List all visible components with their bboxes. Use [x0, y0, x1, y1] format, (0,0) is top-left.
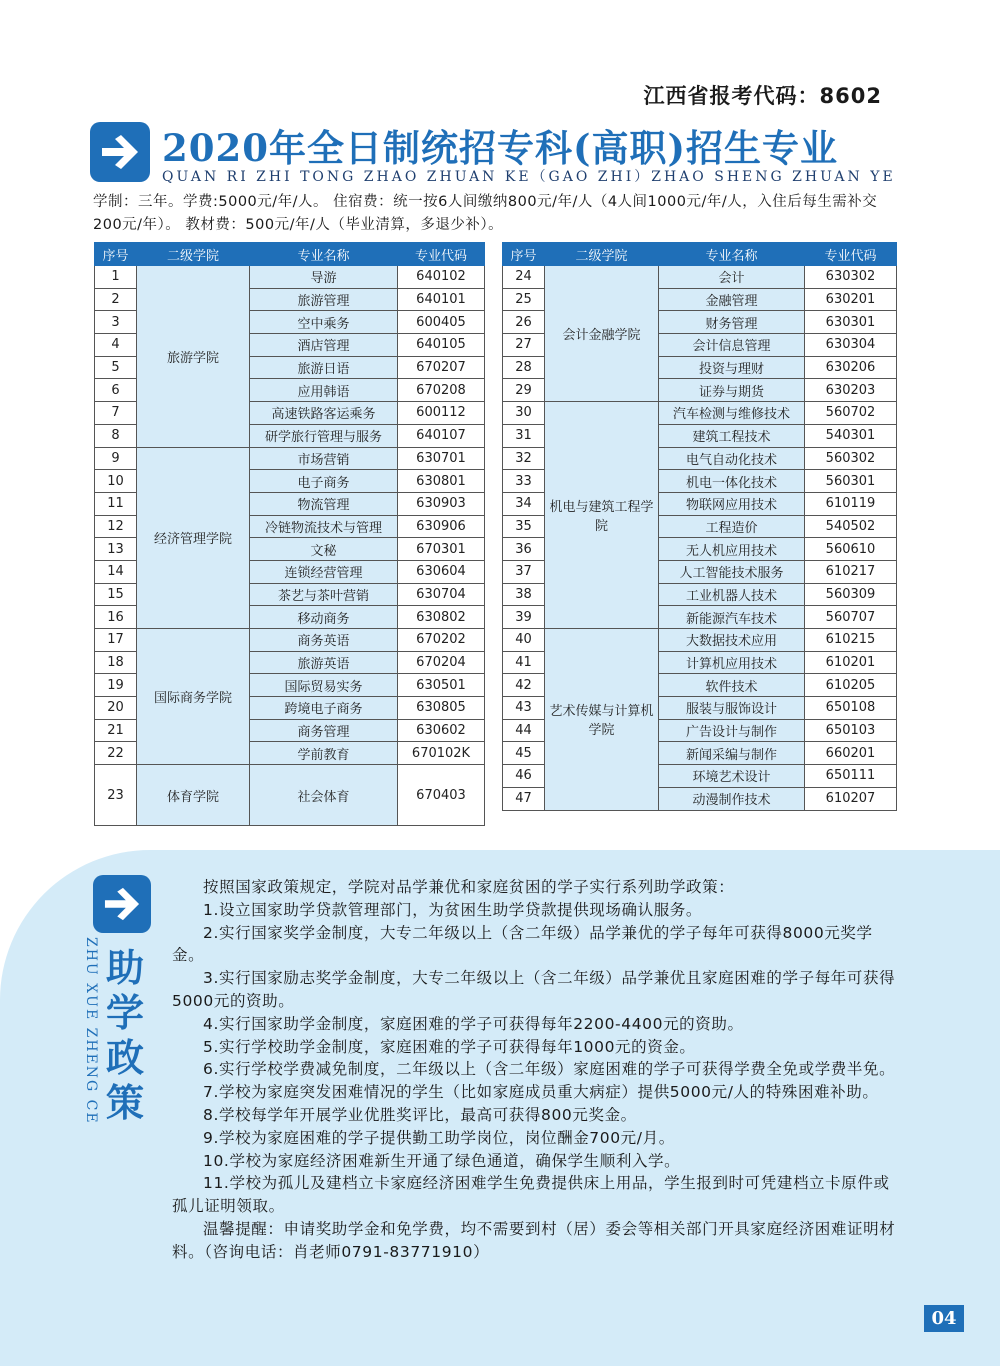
policy-paragraph: 6.实行学校学费减免制度，二年级以上（含二年级）家庭困难的学子可获得学费全免或学费半免。: [203, 1060, 896, 1079]
row-number: 20: [95, 697, 137, 720]
policy-paragraph: 2.实行国家奖学金制度，大专二年级以上（含二年级）品学兼优的学子每年可获得8000元奖学金。: [172, 923, 873, 965]
page-number: 04: [924, 1305, 964, 1332]
row-number: 23: [95, 765, 137, 826]
major-code: 670204: [398, 651, 485, 674]
major-name: 研学旅行管理与服务: [250, 424, 398, 447]
row-number: 28: [503, 356, 545, 379]
major-code: 650103: [805, 719, 897, 742]
major-name: 市场营销: [250, 447, 398, 470]
row-number: 26: [503, 311, 545, 334]
row-number: 16: [95, 606, 137, 629]
col-no: 序号: [95, 243, 137, 266]
policy-paragraph: 按照国家政策规定，学院对品学兼优和家庭贫困的学子实行系列助学政策：: [203, 878, 735, 896]
major-code: 630604: [398, 560, 485, 583]
major-code: 610205: [805, 674, 897, 697]
major-code: 560707: [805, 606, 897, 629]
table-row: [503, 629, 897, 652]
row-number: 13: [95, 538, 137, 561]
table-row: [95, 447, 485, 470]
policy-paragraph: 7.学校为家庭突发困难情况的学生（比如家庭成员重大病症）提供5000元/人的特殊困难补助。: [203, 1083, 879, 1102]
major-name: 旅游管理: [250, 288, 398, 311]
fee-intro: 学制：三年。学费:5000元/年/人。 住宿费：统一按6人间缴纳800元/年/人（4人间1000元/年/人，入住后每生需补交200元/年）。 教材费：500元/年/人（毕业清算，多退少补）。: [93, 194, 878, 233]
policy-paragraph: 8.学校每学年开展学业优胜奖评比，最高可获得800元奖金。: [203, 1105, 637, 1124]
major-name: 金融管理: [659, 288, 805, 311]
col-college: 二级学院: [545, 243, 659, 266]
row-number: 47: [503, 787, 545, 810]
major-code: 610119: [805, 492, 897, 515]
row-number: 45: [503, 742, 545, 765]
major-name: 动漫制作技术: [659, 787, 805, 810]
major-code: 630304: [805, 334, 897, 357]
major-code: 640107: [398, 424, 485, 447]
major-code: 670301: [398, 538, 485, 561]
college-name: 会计金融学院: [545, 266, 659, 402]
policy-paragraph: 1.设立国家助学贷款管理部门，为贫困生助学贷款提供现场确认服务。: [203, 900, 702, 919]
policy-paragraph: 10.学校为家庭经济困难新生开通了绿色通道，确保学生顺利入学。: [203, 1151, 681, 1170]
row-number: 38: [503, 583, 545, 606]
policy-paragraph: 温馨提醒：申请奖助学金和免学费，均不需要到村（居）委会等相关部门开具家庭经济困难证明材料。（咨询电话：肖老师0791-83771910）: [172, 1219, 896, 1261]
major-name: 酒店管理: [250, 334, 398, 357]
major-name: 新闻采编与制作: [659, 742, 805, 765]
row-number: 15: [95, 583, 137, 606]
major-name: 物流管理: [250, 492, 398, 515]
col-major: 专业名称: [250, 243, 398, 266]
major-name: 应用韩语: [250, 379, 398, 402]
major-code: 600405: [398, 311, 485, 334]
row-number: 31: [503, 424, 545, 447]
major-name: 社会体育: [250, 765, 398, 826]
major-name: 软件技术: [659, 674, 805, 697]
major-code: 630602: [398, 719, 485, 742]
major-name: 新能源汽车技术: [659, 606, 805, 629]
table-row: [95, 765, 485, 826]
major-code: 670102K: [398, 742, 485, 765]
major-code: 670208: [398, 379, 485, 402]
major-name: 国际贸易实务: [250, 674, 398, 697]
major-name: 电子商务: [250, 470, 398, 493]
major-name: 建筑工程技术: [659, 424, 805, 447]
row-number: 41: [503, 651, 545, 674]
row-number: 12: [95, 515, 137, 538]
row-number: 29: [503, 379, 545, 402]
page-subtitle: QUAN RI ZHI TONG ZHAO ZHUAN KE（GAO ZHI）ZHAO SHENG ZHUAN YE: [162, 169, 896, 185]
major-code: 640102: [398, 266, 485, 289]
policy-paragraph: 3.实行国家励志奖学金制度，大专二年级以上（含二年级）品学兼优且家庭困难的学子每年可获得5000元的资助。: [172, 969, 896, 1010]
major-name: 广告设计与制作: [659, 719, 805, 742]
col-code: 专业代码: [398, 243, 485, 266]
major-name: 工程造价: [659, 515, 805, 538]
row-number: 21: [95, 719, 137, 742]
col-college: 二级学院: [137, 243, 250, 266]
major-code: 560610: [805, 538, 897, 561]
major-name: 计算机应用技术: [659, 651, 805, 674]
major-name: 投资与理财: [659, 356, 805, 379]
major-name: 高速铁路客运乘务: [250, 402, 398, 425]
major-name: 会计: [659, 266, 805, 289]
major-code: 610215: [805, 629, 897, 652]
major-name: 冷链物流技术与管理: [250, 515, 398, 538]
major-code: 610207: [805, 787, 897, 810]
policy-paragraph: 9.学校为家庭困难的学子提供勤工助学岗位，岗位酬金700元/月。: [203, 1128, 675, 1147]
row-number: 1: [95, 266, 137, 289]
major-name: 移动商务: [250, 606, 398, 629]
major-code: 650111: [805, 765, 897, 788]
row-number: 3: [95, 311, 137, 334]
college-name: 体育学院: [137, 765, 250, 826]
row-number: 2: [95, 288, 137, 311]
table-row: [95, 629, 485, 652]
major-code: 630701: [398, 447, 485, 470]
title-arrow-icon: [90, 122, 150, 182]
col-no: 序号: [503, 243, 545, 266]
major-code: 670202: [398, 629, 485, 652]
policy-paragraph: 11.学校为孤儿及建档立卡家庭经济困难学生免费提供床上用品，学生报到时可凭建档立卡原件或孤儿证明领取。: [172, 1174, 890, 1216]
table-row: [503, 266, 897, 289]
policy-text: [172, 876, 897, 1264]
major-code: 630704: [398, 583, 485, 606]
major-name: 旅游英语: [250, 651, 398, 674]
major-code: 670207: [398, 356, 485, 379]
major-name: 无人机应用技术: [659, 538, 805, 561]
major-name: 商务管理: [250, 719, 398, 742]
row-number: 22: [95, 742, 137, 765]
major-code: 560302: [805, 447, 897, 470]
row-number: 27: [503, 334, 545, 357]
major-name: 导游: [250, 266, 398, 289]
major-name: 文秘: [250, 538, 398, 561]
major-code: 560702: [805, 402, 897, 425]
table-row: [503, 402, 897, 425]
majors-table-left: [94, 242, 485, 826]
major-name: 电气自动化技术: [659, 447, 805, 470]
major-name: 汽车检测与维修技术: [659, 402, 805, 425]
major-code: 560301: [805, 470, 897, 493]
row-number: 37: [503, 560, 545, 583]
major-name: 大数据技术应用: [659, 629, 805, 652]
major-code: 660201: [805, 742, 897, 765]
major-name: 茶艺与茶叶营销: [250, 583, 398, 606]
major-name: 物联网应用技术: [659, 492, 805, 515]
major-code: 630903: [398, 492, 485, 515]
major-name: 人工智能技术服务: [659, 560, 805, 583]
row-number: 46: [503, 765, 545, 788]
row-number: 5: [95, 356, 137, 379]
exam-code: 江西省报考代码：8602: [643, 84, 882, 108]
major-code: 600112: [398, 402, 485, 425]
major-code: 630501: [398, 674, 485, 697]
major-code: 640105: [398, 334, 485, 357]
row-number: 34: [503, 492, 545, 515]
major-code: 630206: [805, 356, 897, 379]
row-number: 36: [503, 538, 545, 561]
row-number: 7: [95, 402, 137, 425]
row-number: 32: [503, 447, 545, 470]
row-number: 39: [503, 606, 545, 629]
college-name: 国际商务学院: [137, 629, 250, 765]
row-number: 24: [503, 266, 545, 289]
major-code: 630802: [398, 606, 485, 629]
major-name: 机电一体化技术: [659, 470, 805, 493]
major-code: 540502: [805, 515, 897, 538]
major-name: 商务英语: [250, 629, 398, 652]
major-code: 640101: [398, 288, 485, 311]
row-number: 25: [503, 288, 545, 311]
row-number: 43: [503, 697, 545, 720]
policy-paragraph: 5.实行学校助学金制度，家庭困难的学子可获得每年1000元的资金。: [203, 1037, 696, 1056]
row-number: 18: [95, 651, 137, 674]
major-name: 空中乘务: [250, 311, 398, 334]
major-name: 旅游日语: [250, 356, 398, 379]
row-number: 33: [503, 470, 545, 493]
major-code: 630203: [805, 379, 897, 402]
policy-title-en: ZHU XUE ZHENG CE: [83, 937, 99, 1125]
major-name: 会计信息管理: [659, 334, 805, 357]
major-name: 服装与服饰设计: [659, 697, 805, 720]
college-name: 艺术传媒与计算机学院: [545, 629, 659, 811]
row-number: 42: [503, 674, 545, 697]
major-name: 工业机器人技术: [659, 583, 805, 606]
row-number: 17: [95, 629, 137, 652]
row-number: 10: [95, 470, 137, 493]
page-title: 2020年全日制统招专科(高职)招生专业: [162, 126, 838, 170]
major-code: 630201: [805, 288, 897, 311]
row-number: 11: [95, 492, 137, 515]
college-name: 经济管理学院: [137, 447, 250, 629]
row-number: 40: [503, 629, 545, 652]
major-code: 630302: [805, 266, 897, 289]
row-number: 44: [503, 719, 545, 742]
col-code: 专业代码: [805, 243, 897, 266]
row-number: 14: [95, 560, 137, 583]
policy-arrow-icon: [93, 875, 151, 933]
major-name: 跨境电子商务: [250, 697, 398, 720]
major-name: 财务管理: [659, 311, 805, 334]
major-code: 610217: [805, 560, 897, 583]
major-code: 630805: [398, 697, 485, 720]
policy-paragraph: 4.实行国家助学金制度，家庭困难的学子可获得每年2200-4400元的资助。: [203, 1014, 744, 1033]
row-number: 30: [503, 402, 545, 425]
major-code: 560309: [805, 583, 897, 606]
major-name: 证券与期货: [659, 379, 805, 402]
major-code: 540301: [805, 424, 897, 447]
row-number: 6: [95, 379, 137, 402]
policy-title: 助学政策: [106, 945, 145, 1125]
major-name: 学前教育: [250, 742, 398, 765]
majors-table-right: [502, 242, 897, 811]
col-major: 专业名称: [659, 243, 805, 266]
table-row: [95, 266, 485, 289]
college-name: 旅游学院: [137, 266, 250, 448]
major-code: 610201: [805, 651, 897, 674]
row-number: 35: [503, 515, 545, 538]
major-code: 650108: [805, 697, 897, 720]
major-name: 环境艺术设计: [659, 765, 805, 788]
row-number: 4: [95, 334, 137, 357]
row-number: 9: [95, 447, 137, 470]
row-number: 8: [95, 424, 137, 447]
major-code: 670403: [398, 765, 485, 826]
major-code: 630801: [398, 470, 485, 493]
college-name: 机电与建筑工程学院: [545, 402, 659, 629]
row-number: 19: [95, 674, 137, 697]
major-code: 630301: [805, 311, 897, 334]
major-name: 连锁经营管理: [250, 560, 398, 583]
major-code: 630906: [398, 515, 485, 538]
